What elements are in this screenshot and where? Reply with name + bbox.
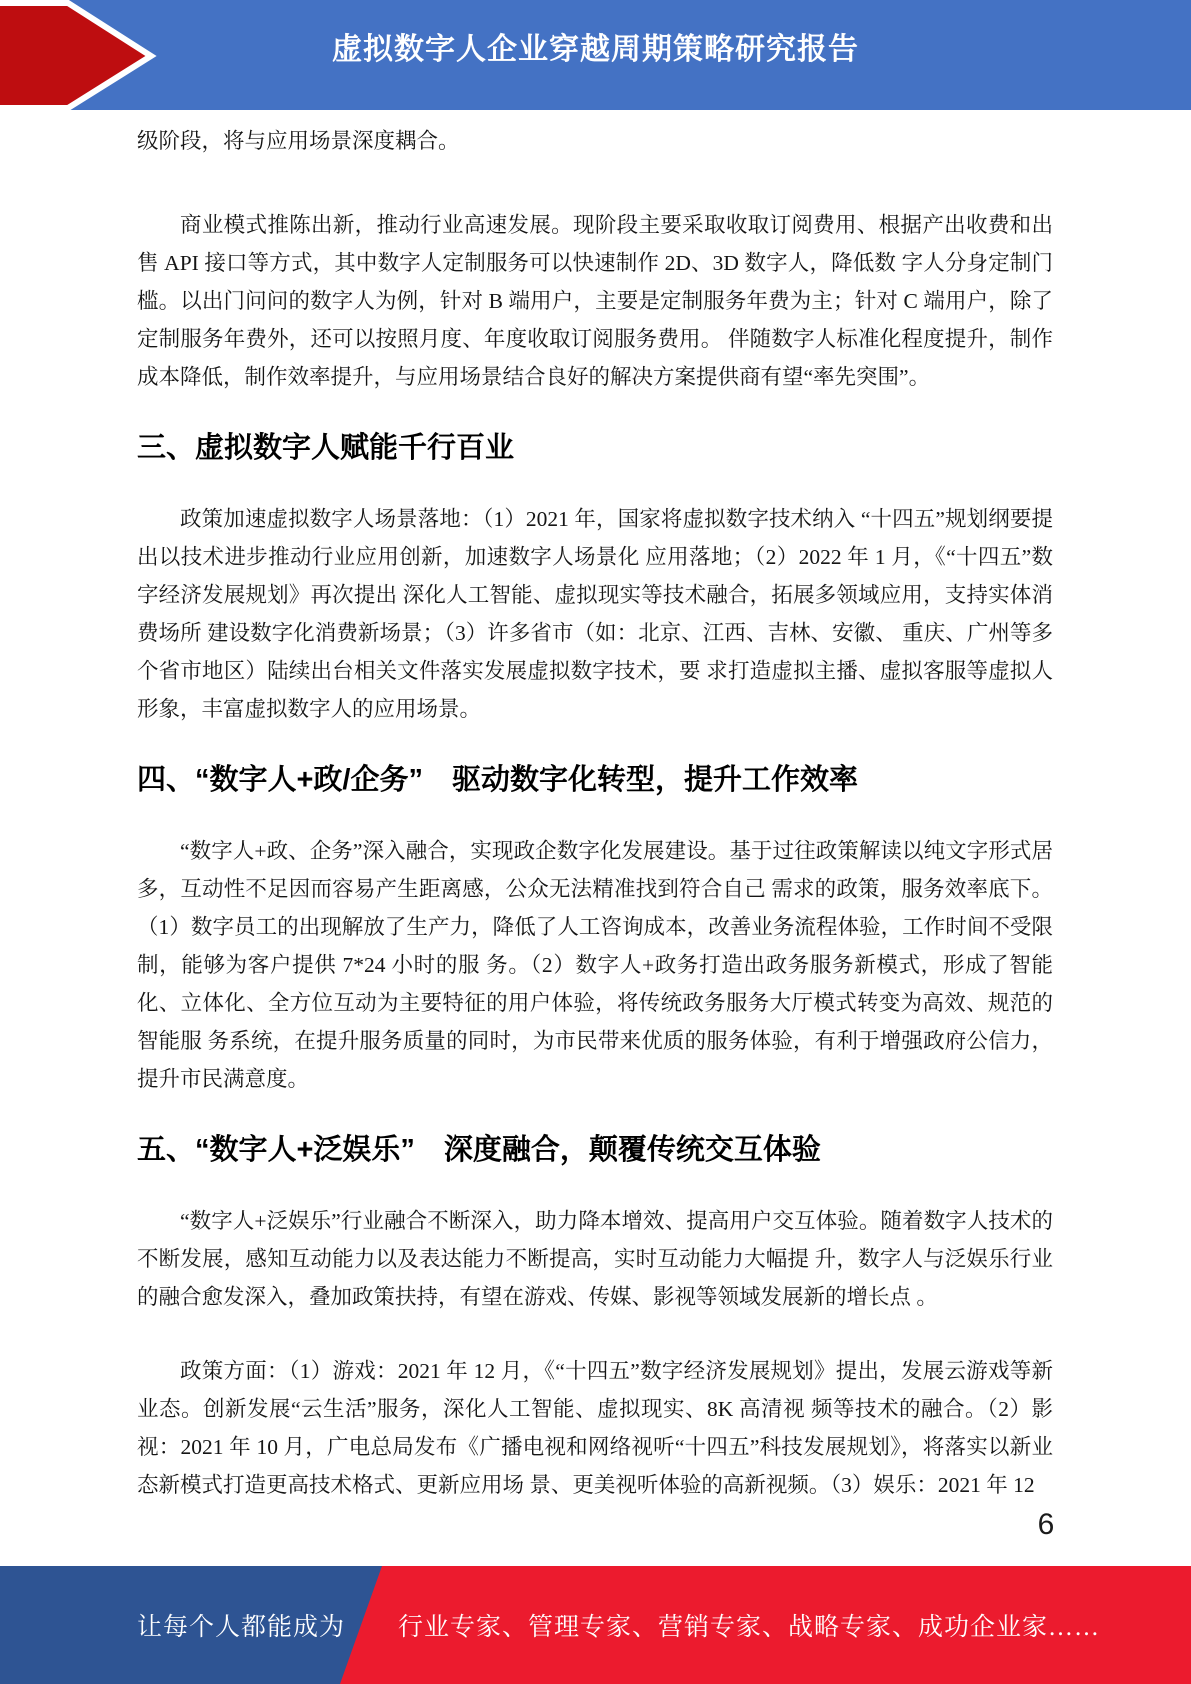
paragraph-pan-entertainment: “数字人+泛娱乐”行业融合不断深入，助力降本增效、提高用户交互体验。随着数字人技术的不断发展，感知互动能力以及表达能力不断提高，实时互动能力大幅提 升，数字人与泛娱乐行业的融合愈发深入，叠加政策扶持，有望在游戏、传媒、影视等领域发展新的增长点 。 bbox=[137, 1209, 1053, 1309]
paragraph-gov-enterprise: “数字人+政、企务”深入融合，实现政企数字化发展建设。基于过往政策解读以纯文字形式居多，互动性不足因而容易产生距离感，公众无法精准找到符合自己 需求的政策，服务效率底下。（1）数字员工的出现解放了生产力，降低了人工咨询成本，改善业务流程体验，工作时间不受限制，能够为客户提供 7*24 小时的服 务。（2）数字人+政务打造出政务服务新模式，形成了智能化、立体化、全方位互动为主要特征的用户体验，将传统政务服务大厅模式转变为高效、规范的智能服 务系统，在提升服务质量的同时，为市民带来优质的服务体验，有利于增强政府公信力，提升市民满意度。 bbox=[137, 839, 1053, 1091]
paragraph-business-model: 商业模式推陈出新，推动行业高速发展。现阶段主要采取收取订阅费用、根据产出收费和出售 API 接口等方式，其中数字人定制服务可以快速制作 2D、3D 数字人，降低数 字人分身定制门槛。以出门问问的数字人为例，针对 B 端用户，主要是定制服务年费为主；针对 C 端用户，除了定制服务年费外，还可以按照月度、年度收取订阅服务费用。 伴随数字人标准化程度提升，制作成本降低，制作效率提升，与应用场景结合良好的解决方案提供商有望“率先突围”。 bbox=[137, 213, 1053, 389]
footer-slogan-left: 让每个人都能成为 bbox=[137, 1614, 346, 1641]
page-number: 6 bbox=[1037, 1508, 1055, 1541]
paragraph-continuation: 级阶段，将与应用场景深度耦合。 bbox=[137, 129, 460, 153]
report-title: 虚拟数字人企业穿越周期策略研究报告 bbox=[332, 33, 859, 66]
footer-slogan-right: 行业专家、管理专家、营销专家、战略专家、成功企业家…… bbox=[398, 1614, 1101, 1641]
section-heading-4: 四、“数字人+政/企务” 驱动数字化转型，提升工作效率 bbox=[137, 764, 858, 796]
section-heading-3: 三、虚拟数字人赋能千行百业 bbox=[137, 432, 515, 464]
paragraph-policy-landing: 政策加速虚拟数字人场景落地：（1）2021 年，国家将虚拟数字技术纳入 “十四五”规划纲要提出以技术进步推动行业应用创新，加速数字人场景化 应用落地；（2）2022 年 1 月，《“十四五”数字经济发展规划》再次提出 深化人工智能、虚拟现实等技术融合，拓展多领域应用，支持实体消费场所 建设数字化消费新场景；（3）许多省市（如：北京、江西、吉林、安徽、 重庆、广州等多个省市地区）陆续出台相关文件落实发展虚拟数字技术，要 求打造虚拟主播、虚拟客服等虚拟人形象，丰富虚拟数字人的应用场景。 bbox=[137, 507, 1053, 721]
footer-banner bbox=[0, 1566, 1191, 1684]
paragraph-policy-aspects: 政策方面：（1）游戏：2021 年 12 月，《“十四五”数字经济发展规划》提出，发展云游戏等新业态。创新发展“云生活”服务，深化人工智能、虚拟现实、8K 高清视 频等技术的融合。（2）影视：2021 年 10 月，广电总局发布《广播电视和网络视听“十四五”科技发展规划》，将落实以新业态新模式打造更高技术格式、更新应用场 景、更美视听体验的高新视频。（3）娱乐：2021 年 12 bbox=[137, 1359, 1053, 1497]
section-heading-5: 五、“数字人+泛娱乐” 深度融合，颠覆传统交互体验 bbox=[137, 1134, 821, 1166]
header-banner bbox=[0, 0, 1191, 110]
document-body bbox=[137, 110, 1053, 1504]
